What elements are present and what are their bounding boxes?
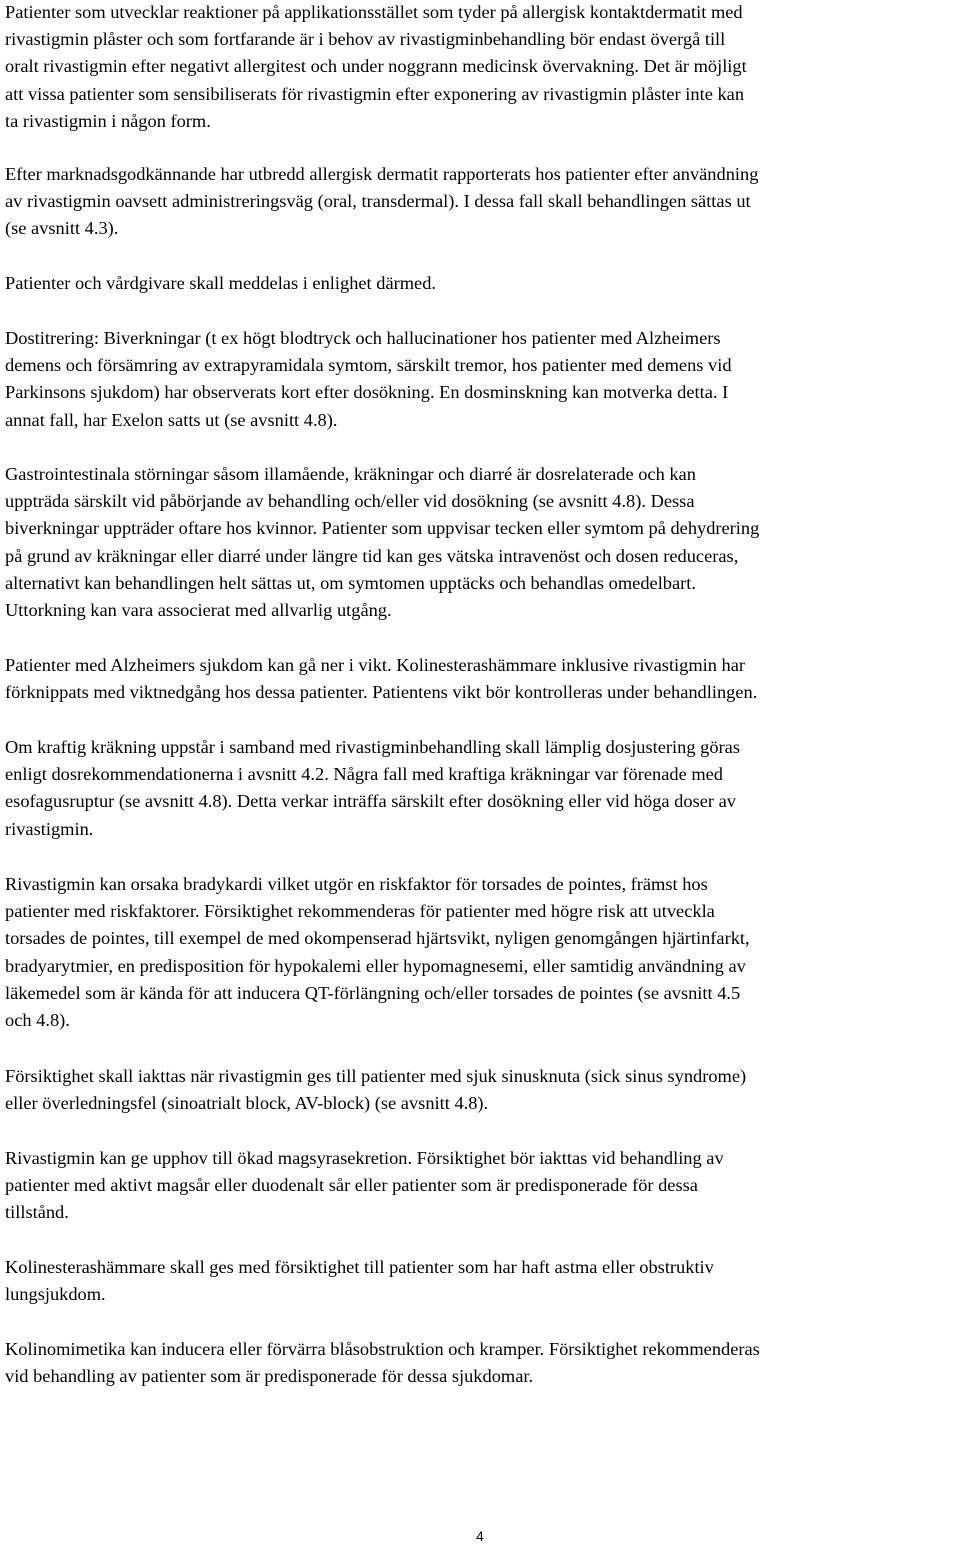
text-line: bradyarytmier, en predisposition för hypokalemi eller hypomagnesemi, eller samtidig användning av <box>5 955 746 976</box>
paragraph-sick-sinus-syndrome <box>5 1063 746 1117</box>
text-line: rivastigmin plåster och som fortfarande är i behov av rivastigminbehandling bör endast övergå till <box>5 29 726 50</box>
text-line: att vissa patienter som sensibiliserats för rivastigmin efter exponering av rivastigmin plåster inte kan <box>5 83 745 104</box>
text-line: Parkinsons sjukdom) har observerats kort efter dosökning. En dosminskning kan motverka detta. I <box>5 382 729 403</box>
text-line: lungsjukdom. <box>5 1284 106 1305</box>
text-line: Kolinomimetika kan inducera eller förvärra blåsobstruktion och kramper. Försiktighet rekommenderas <box>5 1339 760 1359</box>
text-line: enligt dosrekommendationerna i avsnitt 4.2. Några fall med kraftiga kräkningar var förenade med <box>5 764 723 785</box>
paragraph-allergic-contact-dermatitis <box>5 0 747 135</box>
text-line: (se avsnitt 4.3). <box>5 218 119 239</box>
text-line: läkemedel som är kända för att inducera QT-förlängning och/eller torsades de pointes (se avsnitt 4.5 <box>5 982 741 1003</box>
text-line: Försiktighet skall iakttas när rivastigmin ges till patienter med sjuk sinusknuta (sick sinus syndrome) <box>5 1066 747 1086</box>
paragraph-severe-vomiting <box>5 734 740 843</box>
text-line: Uttorkning kan vara associerat med allvarlig utgång. <box>5 600 392 621</box>
text-line: demens och försämring av extrapyramidala symtom, särskilt tremor, hos patienter med demens vid <box>5 355 732 376</box>
paragraph-gastrointestinal-disorders <box>5 461 759 624</box>
text-line: tillstånd. <box>5 1202 69 1223</box>
page-number: 4 <box>476 1528 484 1544</box>
paragraph-bradycardia <box>5 871 750 1034</box>
paragraph-dose-titration <box>5 325 732 434</box>
text-line: oralt rivastigmin efter negativt allergitest och under noggrann medicinsk övervakning. Det är möjligt <box>5 56 747 77</box>
text-line: annat fall, har Exelon satts ut (se avsnitt 4.8). <box>5 409 338 430</box>
text-line: vid behandling av patienter som är predisponerade för dessa sjukdomar. <box>5 1366 534 1387</box>
text-line: Om kraftig kräkning uppstår i samband med rivastigminbehandling skall lämplig dosjustering göras <box>5 737 740 757</box>
text-line: Kolinesterashämmare skall ges med försiktighet till patienter som har haft astma eller obstruktiv <box>5 1257 714 1277</box>
text-line: och 4.8). <box>5 1010 70 1031</box>
text-line: Rivastigmin kan orsaka bradykardi vilket utgör en riskfaktor för torsades de pointes, främst hos <box>5 874 708 894</box>
text-line: eller överledningsfel (sinoatrialt block, AV-block) (se avsnitt 4.8). <box>5 1093 489 1114</box>
text-line: Dostitrering: Biverkningar (t ex högt blodtryck och hallucinationer hos patienter med Alzheimers <box>5 328 721 348</box>
text-line: esofagusruptur (se avsnitt 4.8). Detta verkar inträffa särskilt efter dosökning eller vid höga doser av <box>5 791 736 812</box>
paragraph-asthma <box>5 1254 714 1308</box>
text-line: rivastigmin. <box>5 818 94 839</box>
text-line: Patienter som utvecklar reaktioner på applikationsstället som tyder på allergisk kontaktdermatit med <box>5 2 743 22</box>
text-line: biverkningar uppträder oftare hos kvinnor. Patienter som uppvisar tecken eller symtom på dehydrering <box>5 518 760 539</box>
text-line: Patienter och vårdgivare skall meddelas i enlighet därmed. <box>5 273 437 293</box>
text-line: Rivastigmin kan ge upphov till ökad magsyrasekretion. Försiktighet bör iakttas vid behandling av <box>5 1148 724 1168</box>
text-line: ta rivastigmin i någon form. <box>5 110 211 131</box>
text-line: av rivastigmin oavsett administreringsväg (oral, transdermal). I dessa fall skall behandlingen sättas ut <box>5 191 751 212</box>
text-line: Patienter med Alzheimers sjukdom kan gå ner i vikt. Kolinesterashämmare inklusive rivastigmin har <box>5 655 746 675</box>
paragraph-weight-loss <box>5 652 757 706</box>
paragraph-gastric-acid <box>5 1145 724 1227</box>
text-line: patienter med aktivt magsår eller duodenalt sår eller patienter som är predisponerade för dessa <box>5 1175 698 1196</box>
text-line: alternativt kan behandlingen helt sättas ut, om symtomen upptäcks och behandlas omedelbart. <box>5 572 696 593</box>
text-line: förknippats med viktnedgång hos dessa patienter. Patientens vikt bör kontrolleras under behandlingen. <box>5 682 758 703</box>
text-line: patienter med riskfaktorer. Försiktighet rekommenderas för patienter med högre risk att utveckla <box>5 901 715 922</box>
paragraph-urinary-obstruction <box>5 1336 760 1390</box>
text-line: uppträda särskilt vid påbörjande av behandling och/eller vid dosökning (se avsnitt 4.8). Dessa <box>5 491 695 512</box>
text-line: Efter marknadsgodkännande har utbredd allergisk dermatit rapporterats hos patienter efter användning <box>5 164 759 184</box>
paragraph-patient-information <box>5 270 436 297</box>
text-line: torsades de pointes, till exempel de med okompenserad hjärtsvikt, nyligen genomgången hjärtinfarkt, <box>5 928 750 949</box>
text-line: på grund av kräkningar eller diarré under längre tid kan ges vätska intravenöst och dosen reduceras, <box>5 545 739 566</box>
text-line: Gastrointestinala störningar såsom illamående, kräkningar och diarré är dosrelaterade och kan <box>5 464 696 484</box>
paragraph-post-marketing-dermatitis <box>5 161 758 243</box>
